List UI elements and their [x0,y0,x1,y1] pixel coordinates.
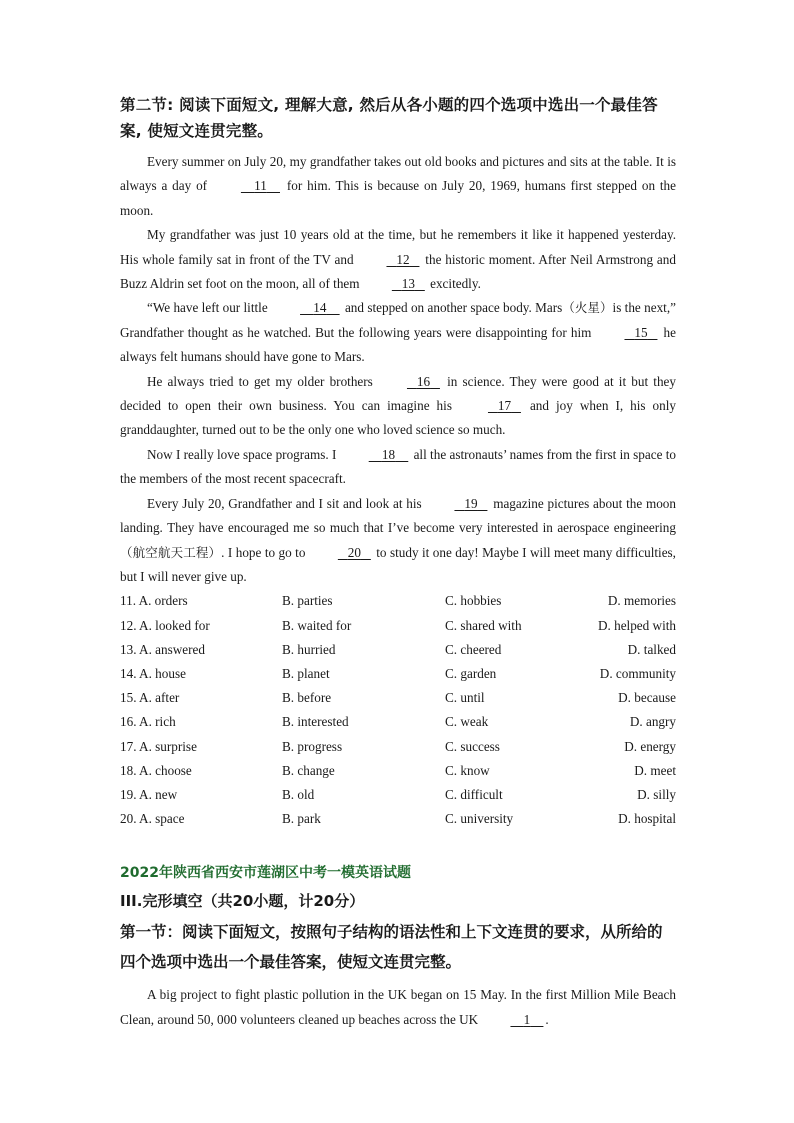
option-a[interactable]: 13. A. answered [120,641,205,657]
blank-17[interactable]: 17 [497,398,512,414]
option-a[interactable]: 17. A. surprise [120,738,197,754]
passage-text: and joy when I, his only granddaughter, turned out to be the only one who loved science so much. [120,398,676,438]
chinese-gloss: （航空航天工程） [120,544,222,560]
passage-text: Now I really love space programs. I [147,446,340,462]
option-row [120,614,676,638]
passage-paragraph-5 [120,443,676,492]
option-b[interactable]: B. hurried [282,641,336,657]
answer-options [120,589,676,831]
option-a[interactable]: 15. A. after [120,690,180,706]
passage-text: Every summer on July 20, my grandfather takes out old books and pictures and sits at the table. It is always a day of [120,154,676,194]
option-d[interactable]: D. energy [624,738,676,754]
option-b[interactable]: B. park [282,811,321,827]
option-row [120,686,676,710]
passage-text: in science. They were good at it but they decided to open their own business. You can imagine his [120,373,676,414]
passage2-paragraph-1 [120,983,676,1032]
option-row [120,662,676,686]
blank-12[interactable]: 12 [396,251,410,267]
option-row [120,783,676,807]
option-c[interactable]: C. garden [445,665,497,681]
option-d[interactable]: D. meet [634,762,676,778]
option-d[interactable]: D. hospital [618,811,676,827]
passage-text: My grandfather was just 10 years old at the time, but he remembers it like it happened yesterday. His whole family sat in front of the TV and [120,227,676,267]
option-c[interactable]: C. know [445,762,490,778]
passage-text: is the next,” Grandfather thought as he watched. But the following years were disappointing for him [120,300,676,340]
passage-text: . [545,1011,549,1027]
chinese-gloss: （火星） [562,300,613,316]
option-row [120,735,676,759]
blank-15[interactable]: 15 [634,324,648,340]
passage-text: all the astronauts’ names from the first in space to the members of the most recent spacecraft. [120,446,676,487]
passage-text: “We have left our little [147,300,272,316]
option-a[interactable]: 16. A. rich [120,714,176,730]
option-a[interactable]: 18. A. choose [120,762,192,778]
passage-text: Every July 20, Grandfather and I sit and look at his [147,495,426,511]
blank-13[interactable]: 13 [401,276,415,292]
section-subtitle: III.完形填空（共20小题，计20分） [120,892,365,911]
section-instructions: 第一节：阅读下面短文，按照句子结构的语法性和上下文连贯的要求，从所给的四个选项中选出一个最佳答案，使短文连贯完整。 [120,923,663,972]
option-c[interactable]: C. university [445,811,514,827]
option-c[interactable]: C. hobbies [445,593,502,609]
option-b[interactable]: B. change [282,762,335,778]
option-a[interactable]: 11. A. orders [120,593,188,609]
document-page [120,92,676,1032]
passage-paragraph-4 [120,370,676,443]
option-a[interactable]: 14. A. house [120,665,186,681]
option-d[interactable]: D. talked [627,641,676,657]
passage-text: . I hope to go to [221,544,309,560]
option-c[interactable]: C. difficult [445,786,503,802]
option-b[interactable]: B. parties [282,593,333,609]
passage-text: to study it one day! Maybe I will meet many difficulties, but I will never give up. [120,544,676,584]
passage-text: magazine pictures about the moon landing. They have encouraged me so much that I’ve become very interested in aerospace engineering [120,495,676,536]
option-d[interactable]: D. angry [629,714,676,730]
option-c[interactable]: C. until [445,690,485,706]
option-b[interactable]: B. planet [282,665,330,681]
option-a[interactable]: 12. A. looked for [120,617,210,633]
blank-19[interactable]: 19 [464,495,478,511]
option-b[interactable]: B. before [282,690,332,706]
option-row [120,638,676,662]
option-a[interactable]: 19. A. new [120,786,178,802]
blank-1[interactable]: 1 [523,1011,531,1027]
passage-paragraph-1 [120,150,676,223]
passage-text: he always felt humans should have gone to Mars. [120,324,676,365]
passage-paragraph-2 [120,223,676,296]
passage-text: He always tried to get my older brothers [147,373,378,389]
section-heading: 第二节: 阅读下面短文, 理解大意, 然后从各小题的四个选项中选出一个最佳答案, 使短文连贯完整。 [120,96,658,140]
option-d[interactable]: D. because [618,690,676,706]
passage-paragraph-3 [120,296,676,369]
option-b[interactable]: B. waited for [282,617,352,633]
passage-text: the historic moment. After Neil Armstrong and Buzz Aldrin set foot on the moon, all of them [120,251,676,292]
passage-text: and stepped on another space body. Mars [341,300,563,316]
option-d[interactable]: D. silly [637,786,676,802]
option-c[interactable]: C. weak [445,714,489,730]
option-d[interactable]: D. helped with [597,617,676,633]
option-row [120,759,676,783]
blank-18[interactable]: 18 [381,446,396,462]
blank-20[interactable]: 20 [347,544,361,560]
option-d[interactable]: D. memories [607,593,676,609]
blank-14[interactable]: 14 [313,300,327,316]
option-b[interactable]: B. old [282,786,315,802]
passage-paragraph-6 [120,492,676,590]
option-b[interactable]: B. interested [282,714,349,730]
option-row [120,589,676,613]
option-row [120,710,676,734]
exam-source-title: 2022年陕西省西安市莲湖区中考一模英语试题 [120,865,411,882]
blank-11[interactable]: 11 [254,178,267,194]
option-a[interactable]: 20. A. space [120,811,185,827]
option-c[interactable]: C. cheered [445,641,502,657]
option-b[interactable]: B. progress [282,738,343,754]
passage-text: excitedly. [426,276,481,292]
option-d[interactable]: D. community [599,665,676,681]
passage-text: for him. This is because on July 20, 1969, humans first stepped on the moon. [120,178,676,218]
passage-text: A big project to fight plastic pollution in the UK began on 15 May. In the first Million Mile Beach Clean, around 50, 000 volunteers cleaned up beaches across the UK [120,987,676,1027]
option-c[interactable]: C. shared with [445,617,522,633]
option-row [120,807,676,831]
option-c[interactable]: C. success [445,738,500,754]
blank-16[interactable]: 16 [416,373,431,389]
